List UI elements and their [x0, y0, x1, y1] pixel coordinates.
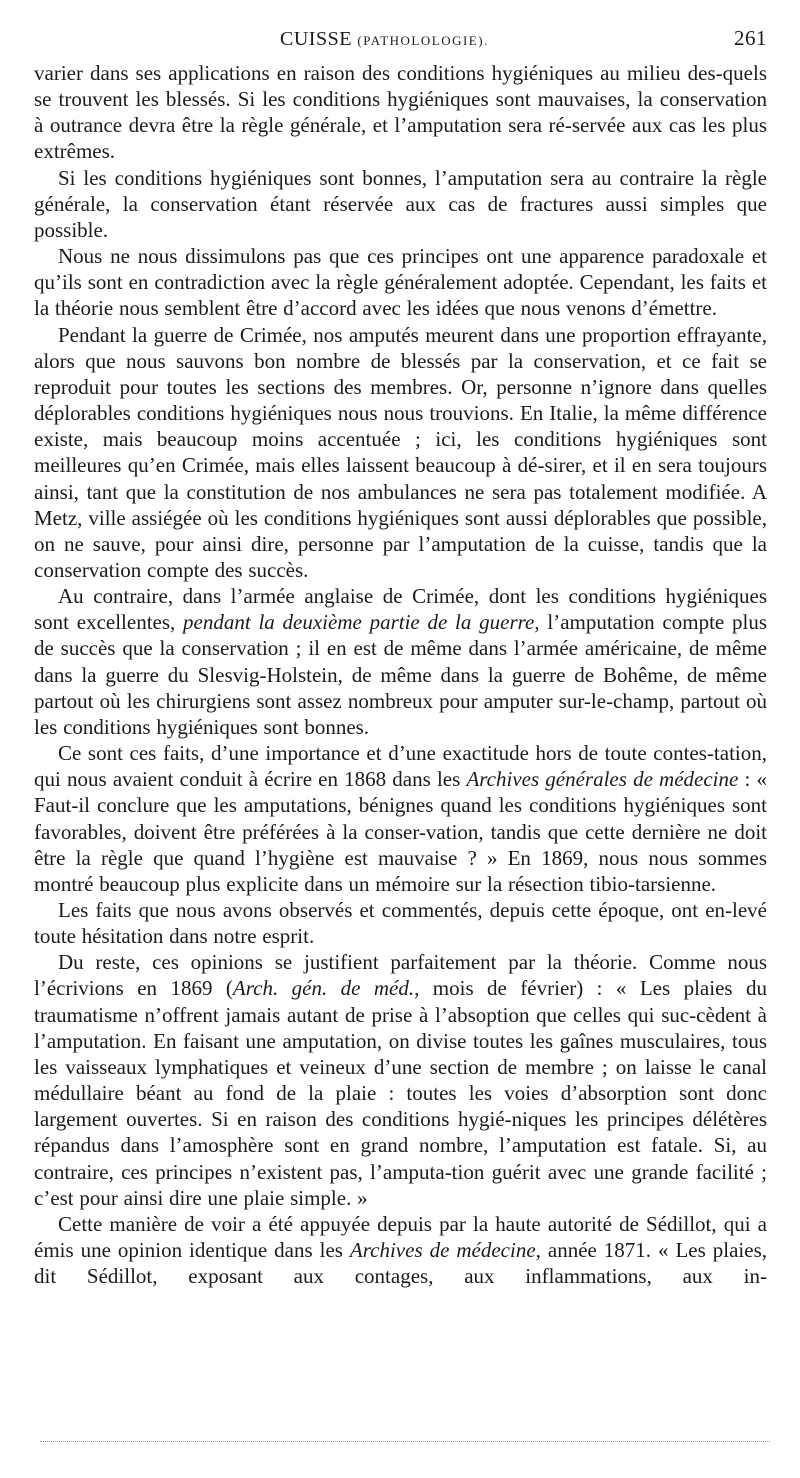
running-header — [34, 26, 767, 60]
italic-citation: Arch. gén. de méd. — [232, 976, 415, 1001]
text-run: Du reste, ces opinions se justifient parfaitement par la théorie. Comme nous l’écrivions en 1869 ( — [34, 950, 767, 1001]
italic-citation: Archives de médecine — [349, 1238, 536, 1263]
running-title — [280, 28, 489, 51]
body-text — [34, 60, 767, 1289]
text-run: Les faits que nous avons observés et commentés, depuis cette époque, ont en-levé toute hésitation dans notre esprit. — [34, 898, 767, 949]
book-page — [34, 26, 767, 1289]
text-run: Ce sont ces faits, d’une importance et d’une exactitude hors de toute contes-tation, qui nous avaient conduit à écrire en 1868 dans les — [34, 741, 767, 792]
paragraph — [34, 243, 767, 321]
paragraph — [34, 740, 767, 897]
text-run: Cette manière de voir a été appuyée depuis par la haute autorité de Sédillot, qui a émis une opinion identique dans les — [34, 1211, 767, 1263]
paragraph — [34, 897, 767, 949]
text-run: , année 1871. « Les plaies, dit Sédillot, exposant aux contages, aux inflammations, aux in- — [34, 1238, 767, 1289]
text-run: varier dans ses applications en raison des conditions hygiéniques au milieu des-quels se trouvent les blessés. Si les conditions hygiéniques sont mauvaises, la conservation à outrance devra être la règle générale, et l’amputation sera ré-servée aux cas les plus extrêmes. — [34, 61, 767, 164]
running-title-main: CUISSE — [280, 28, 358, 50]
paragraph — [34, 1211, 767, 1289]
paragraph — [34, 949, 767, 1211]
text-run: , l’amputation compte plus de succès que la conservation ; il en est de même dans l’armée américaine, de même dans la guerre du Slesvig-Holstein, de même dans la guerre de Bohême, de même partout où les chirurgiens sont assez nombreux pour amputer sur-le-champ, partout où les conditions hygiéniques sont bonnes. — [34, 610, 767, 739]
text-run: Nous ne nous dissimulons pas que ces principes ont une apparence paradoxale et qu’ils sont en contradiction avec la règle généralement adoptée. Cependant, les faits et la théorie nous semblent être d’accord avec les idées que nous venons d’émettre. — [34, 244, 767, 321]
paragraph — [34, 60, 767, 165]
italic-citation: Archives générales de médecine — [466, 767, 739, 792]
footer-divider — [40, 1441, 770, 1442]
text-run: Si les conditions hygiéniques sont bonnes, l’amputation sera au contraire la règle générale, la conservation étant réservée aux cas de fractures aussi simples que possible. — [34, 165, 767, 242]
italic-citation: pendant la deuxième partie de la guerre — [183, 610, 535, 635]
text-run: , mois de février) : « Les plaies du traumatisme n’offrent jamais autant de prise à l’absoption que celles qui suc-cèdent à l’amputation. En faisant une amputation, on divise toutes les gaînes musculaires, tous les vaisseaux lymphatiques et veineux d’une section de membre ; on laisse le canal médullaire béant au fond de la plaie : toutes les voies d’absorption sont donc largement ouvertes. Si en raison des conditions hygié-niques les principes délétères répandus dans l’amosphère sont en grand nombre, l’amputation est fatale. Si, au contraire, ces principes n’existent pas, l’amputa-tion guérit avec une grande facilité ; c’est pour ainsi dire une plaie simple. » — [34, 976, 768, 1210]
text-run: : « Faut-il conclure que les amputations, bénignes quand les conditions hygiéniques sont favorables, doivent être préférées à la conser-vation, tandis que cette dernière ne doit être la règle que quand l’hygiène est mauvaise ? » En 1869, nous nous sommes montré beaucoup plus explicite dans un mémoire sur la résection tibio-tarsienne. — [34, 767, 767, 896]
text-run: Pendant la guerre de Crimée, nos amputés meurent dans une proportion effrayante, alors que nous sauvons bon nombre de blessés par la conservation, et ce fait se reproduit pour toutes les sections des membres. Or, personne n’ignore dans quelles déplorables conditions hygiéniques nous nous trouvions. En Italie, la même différence existe, mais beaucoup moins accentuée ; ici, les conditions hygiéniques sont meilleures qu’en Crimée, mais elles laissent beaucoup à dé-sirer, et il en sera toujours ainsi, tant que la constitution de nos ambulances ne sera pas totalement modifiée. A Metz, ville assiégée où les conditions hygiéniques sont aussi déplorables que possible, on ne sauve, pour ainsi dire, personne par l’amputation de la cuisse, tandis que la conservation compte des succès. — [34, 322, 767, 582]
page-number: 261 — [734, 26, 767, 50]
paragraph — [34, 583, 767, 740]
paragraph — [34, 165, 767, 243]
paragraph — [34, 322, 767, 584]
text-run: Au contraire, dans l’armée anglaise de Crimée, dont les conditions hygiéniques sont excellentes, — [34, 584, 767, 635]
running-title-sub: (PATHOLOLOGIE). — [357, 33, 489, 48]
